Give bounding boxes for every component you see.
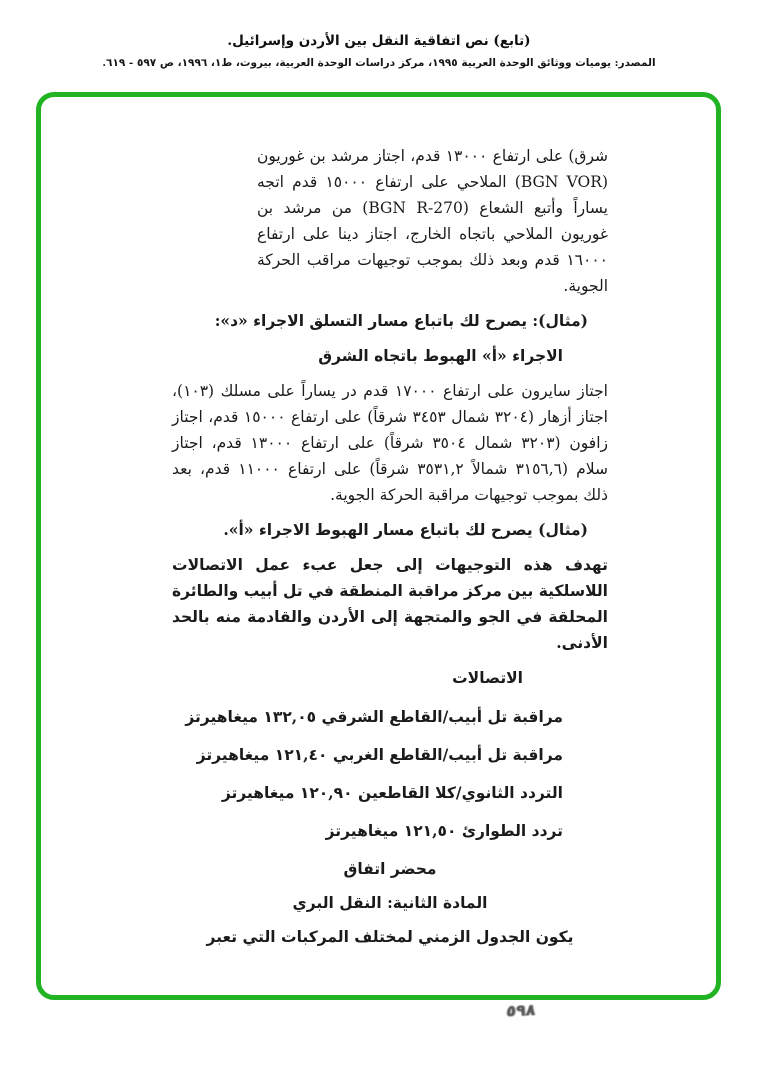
document-frame <box>36 92 721 1000</box>
page-number: ٥٩٨ <box>505 1000 537 1021</box>
source-citation: المصدر: يوميات ووثائق الوحدة العربية ١٩٩٥، مركز دراسات الوحدة العربية، بيروت، ط١، ١٩٩٦، ص ٥٩٧ - ٦١٩. <box>102 57 656 69</box>
paragraph-climb-example: (مثال): يصرح لك باتباع مسار التسلق الاجراء «د»: <box>214 311 588 330</box>
continuation-title: (تابع) نص اتفاقية النقل بين الأردن وإسرائيل. <box>227 33 531 49</box>
communications-heading: الاتصالات <box>452 668 523 687</box>
frequency-line-emergency: تردد الطوارئ ١٢١,٥٠ ميغاهيرتز <box>325 821 563 840</box>
frequency-line-west-sector: مراقبة تل أبيب/القاطع الغربي ١٢١,٤٠ ميغاهيرتز <box>196 745 563 764</box>
article-two-heading: المادة الثانية: النقل البري <box>292 893 488 912</box>
paragraph-purpose: تهدف هذه التوجيهات إلى جعل عبء عمل الاتصالات اللاسلكية بين مركز مراقبة المنطقة في تل أبيب والطائرة المحلقة في الجو والمتجهة إلى الأردن والقادمة منه بالحد الأدنى. <box>172 555 608 652</box>
heading-procedure-a-descent: الاجراء «أ» الهبوط باتجاه الشرق <box>318 346 563 365</box>
article-two-opening-line: يكون الجدول الزمني لمختلف المركبات التي تعبر <box>206 927 574 946</box>
paragraph-climb-procedure: شرق) على ارتفاع ١٣٠٠٠ قدم، اجتاز مرشد بن غوريون (BGN VOR) الملاحي على ارتفاع ١٥٠٠٠ قدم اتجه يساراً وأتبع الشعاع (BGN R-270) من مرشد بن غوريون الملاحي باتجاه الخارج، اجتاز دينا على ارتفاع ١٦٠٠٠ قدم وبعد ذلك بموجب توجيهات مراقب الحركة الجوية. <box>257 147 608 295</box>
paragraph-descent-procedure: اجتاز سايرون على ارتفاع ١٧٠٠٠ قدم در يساراً على مسلك (١٠٣)، اجتاز أزهار (٣٢٠٤ شمال ٣٤٥٣ شرقاً) على ارتفاع ١٥٠٠٠ قدم، اجتاز زافون (٣٢٠٣ شمال ٣٥٠٤ شرقاً) على ارتفاع ١٣٠٠٠ قدم، اجتاز سلام (٣١٥٦,٦ شمالاً ٣٥٣١,٢ شرقاً) على ارتفاع ١١٠٠٠ قدم، بعد ذلك بموجب توجيهات مراقبة الحركة الجوية. <box>172 382 608 504</box>
paragraph-descent-example: (مثال) يصرح لك باتباع مسار الهبوط الاجراء «أ». <box>223 520 588 539</box>
agreement-record-title: محضر اتفاق <box>343 859 437 878</box>
frequency-line-east-sector: مراقبة تل أبيب/القاطع الشرقي ١٣٢,٠٥ ميغاهيرتز <box>185 707 563 726</box>
frequency-line-secondary: التردد الثانوي/كلا القاطعين ١٢٠,٩٠ ميغاهيرتز <box>221 783 563 802</box>
document-body <box>172 143 608 958</box>
page-header <box>0 33 758 69</box>
